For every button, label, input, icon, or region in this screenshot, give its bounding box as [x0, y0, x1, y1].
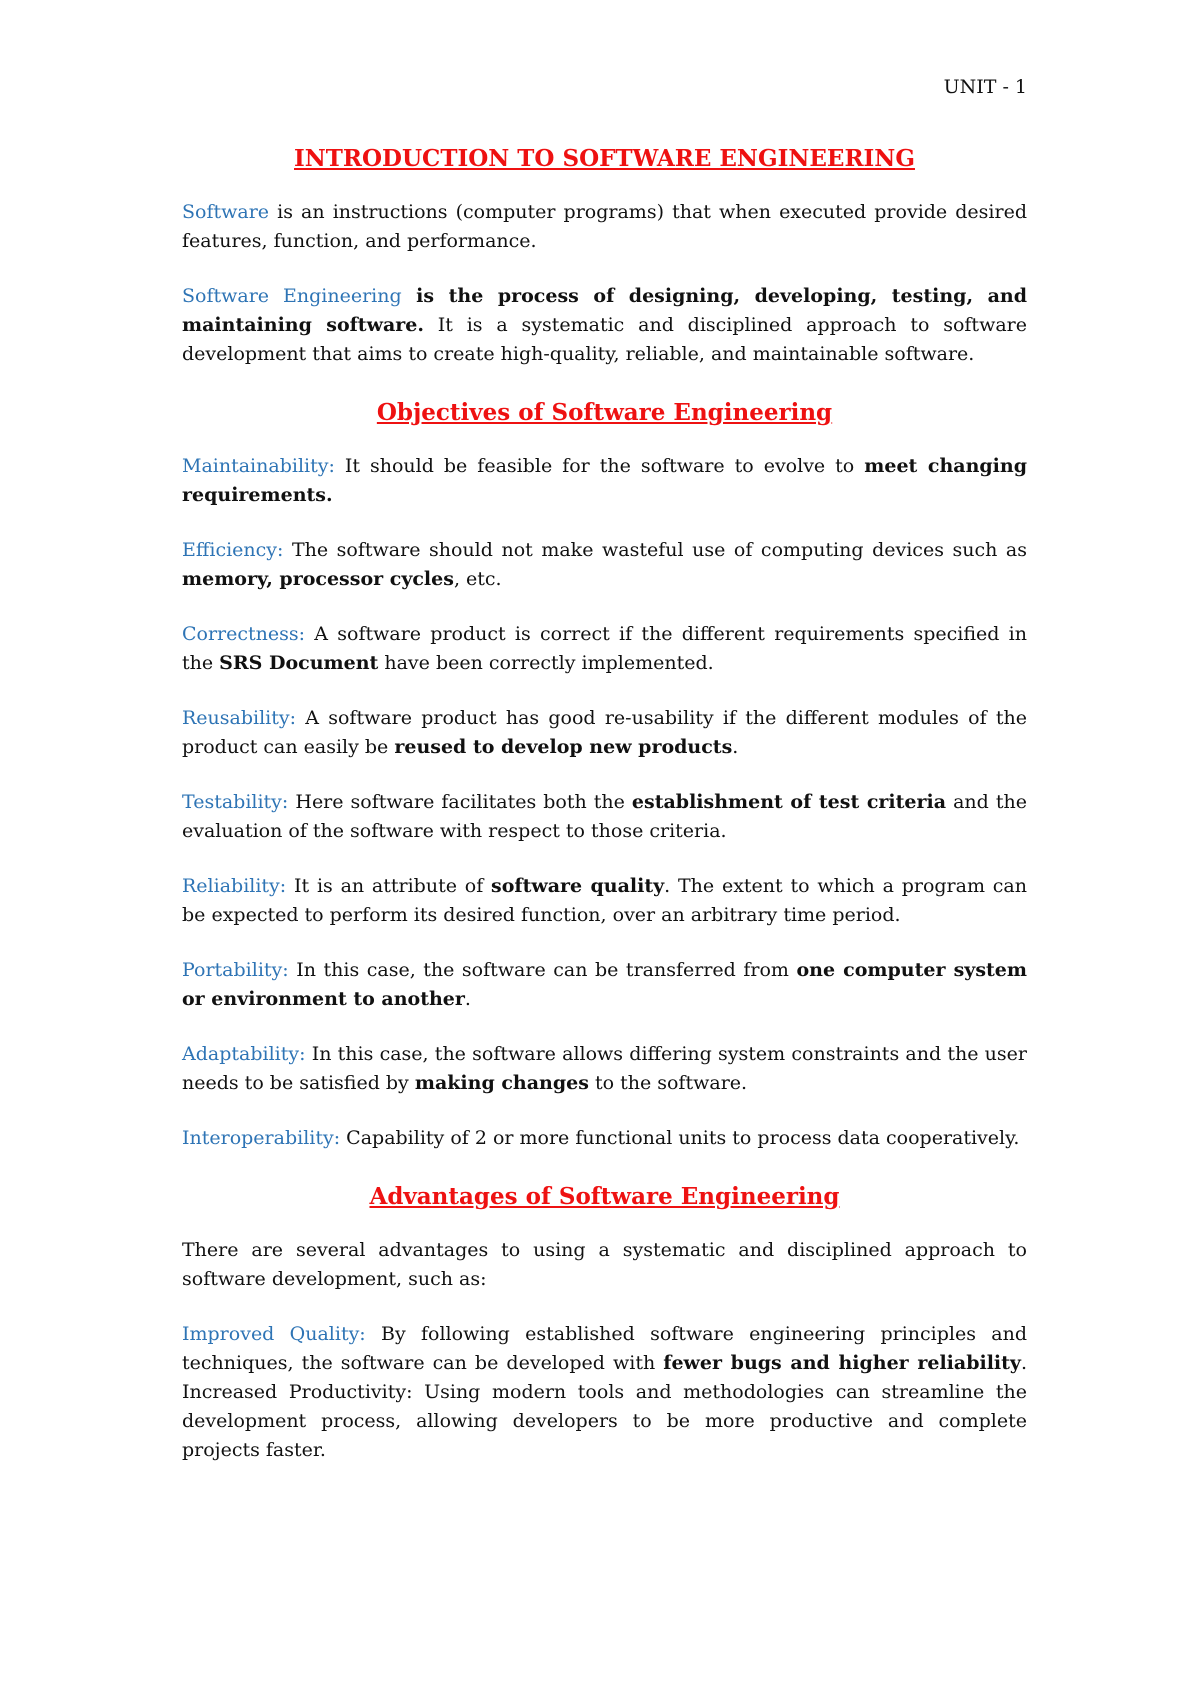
objective-item: [182, 788, 1027, 846]
objective-text: and the evaluation of the software with respect to those criteria.: [182, 791, 1027, 842]
objective-term: Adaptability:: [182, 1043, 306, 1065]
objective-bold-text: establishment of test criteria: [631, 791, 947, 813]
objective-text: have been correctly implemented.: [378, 652, 714, 674]
objective-bold-text: SRS Document: [219, 652, 379, 674]
objective-bold-text: meet changing requirements.: [182, 455, 1027, 506]
objective-bold-text: memory, processor cycles: [182, 568, 454, 590]
improved-quality-term: Improved Quality:: [182, 1323, 366, 1345]
objective-item: [182, 536, 1027, 594]
se-term: Software Engineering: [182, 285, 402, 307]
document-body: [182, 145, 1027, 1491]
improved-quality-bold: fewer bugs and higher reliability: [663, 1352, 1021, 1374]
software-engineering-definition: [182, 282, 1027, 369]
objective-item: [182, 1040, 1027, 1098]
objective-text: A software product is correct if the different requirements specified in the: [182, 623, 1027, 674]
objective-text: to the software.: [588, 1072, 748, 1094]
objective-text: In this case, the software can be transferred from: [288, 959, 797, 981]
objective-term: Reliability:: [182, 875, 287, 897]
objective-text: It is an attribute of: [286, 875, 492, 897]
objective-item: [182, 956, 1027, 1014]
objective-term: Reusability:: [182, 707, 297, 729]
objective-term: Efficiency:: [182, 539, 284, 561]
objective-text: .: [732, 736, 739, 758]
advantages-lead: There are several advantages to using a systematic and disciplined approach to software development, such as:: [182, 1239, 1027, 1290]
objective-text: Here software facilitates both the: [288, 791, 632, 813]
objective-text: , etc.: [453, 568, 502, 590]
objective-term: Correctness:: [182, 623, 306, 645]
unit-label: UNIT - 1: [943, 76, 1027, 98]
software-definition: [182, 198, 1027, 256]
objectives-list: [182, 452, 1027, 1153]
improved-quality-text: By following established software engineering principles and techniques, the software can be developed with: [182, 1323, 1027, 1374]
advantages-heading: Advantages of Software Engineering: [369, 1183, 840, 1210]
software-def-text: is an instructions (computer programs) that when executed provide desired features, function, and performance.: [182, 201, 1027, 252]
se-rest-text: It is a systematic and disciplined approach to software development that aims to create high-quality, reliable, and maintainable software.: [182, 314, 1027, 365]
improved-quality-rest: . Increased Productivity: Using modern tools and methodologies can streamline the development process, allowing developers to be more productive and complete projects faster.: [182, 1352, 1028, 1461]
objectives-heading: Objectives of Software Engineering: [376, 399, 833, 426]
objective-text: . The extent to which a program can be expected to perform its desired function, over an arbitrary time period.: [182, 875, 1027, 926]
objective-text: In this case, the software allows differing system constraints and the user needs to be satisfied by: [182, 1043, 1027, 1094]
objective-term: Maintainability:: [182, 455, 335, 477]
objective-text: A software product has good re-usability if the different modules of the product can easily be: [182, 707, 1027, 758]
software-term: Software: [182, 201, 270, 223]
improved-quality-paragraph: [182, 1320, 1027, 1465]
objective-bold-text: making changes: [414, 1072, 589, 1094]
objective-item: [182, 1124, 1027, 1153]
objective-bold-text: one computer system or environment to another: [182, 959, 1027, 1010]
objective-text: Capability of 2 or more functional units to process data cooperatively.: [340, 1127, 1020, 1149]
objective-item: [182, 452, 1027, 510]
objective-term: Portability:: [182, 959, 289, 981]
page-title: INTRODUCTION TO SOFTWARE ENGINEERING: [294, 145, 915, 172]
objective-term: Interoperability:: [182, 1127, 341, 1149]
objective-term: Testability:: [182, 791, 289, 813]
objective-bold-text: software quality: [491, 875, 665, 897]
objective-text: The software should not make wasteful use of computing devices such as: [283, 539, 1027, 561]
objective-bold-text: reused to develop new products: [394, 736, 733, 758]
objective-item: [182, 620, 1027, 678]
objective-text: It should be feasible for the software to evolve to: [334, 455, 865, 477]
se-bold-text: is the process of designing, developing, testing, and maintaining software.: [182, 285, 1027, 336]
objective-item: [182, 872, 1027, 930]
objective-item: [182, 704, 1027, 762]
objective-text: .: [464, 988, 471, 1010]
